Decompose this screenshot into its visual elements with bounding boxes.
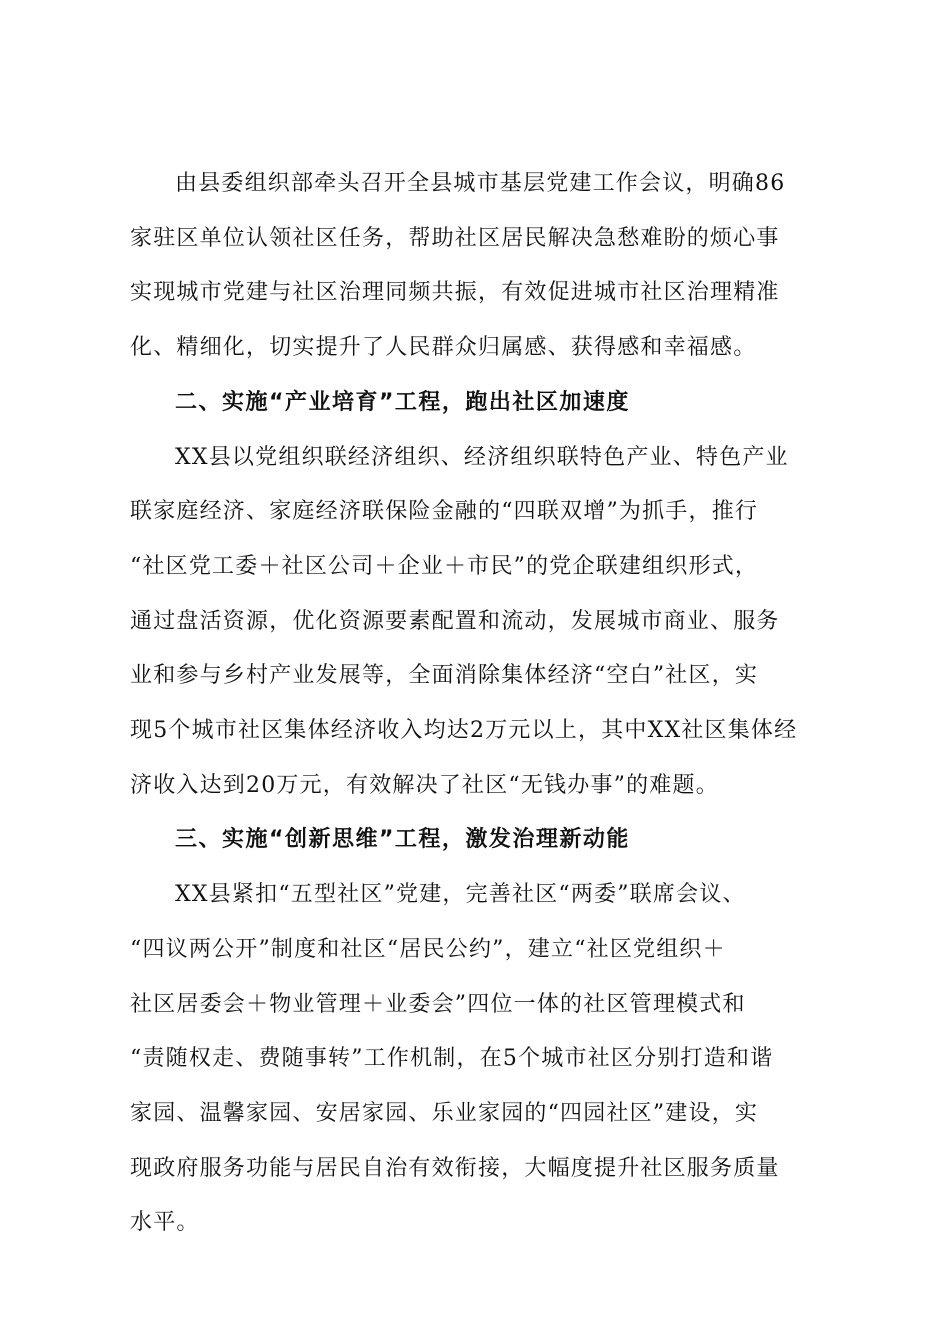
paragraph-line: XX县以党组织联经济组织、经济组织联特色产业、特色产业 bbox=[175, 444, 789, 470]
paragraph-line: 水平。 bbox=[130, 1210, 200, 1236]
paragraph-line: 家园、温馨家园、安居家园、乐业家园的“四园社区”建设，实 bbox=[130, 1100, 759, 1126]
document-body bbox=[130, 157, 842, 1251]
paragraph-line: 现政府服务功能与居民自治有效衔接，大幅度提升社区服务质量 bbox=[130, 1155, 780, 1181]
paragraph-line: 联家庭经济、家庭经济联保险金融的“四联双增”为抓手，推行 bbox=[130, 499, 759, 525]
section-heading-3: 三、实施“创新思维”工程，激发治理新动能 bbox=[175, 827, 630, 853]
section-heading-2: 二、实施“产业培育”工程，跑出社区加速度 bbox=[175, 389, 630, 415]
paragraph-line: “责随权走、费随事转”工作机制，在5个城市社区分别打造和谐 bbox=[130, 1046, 774, 1072]
paragraph-line: 业和参与乡村产业发展等，全面消除集体经济“空白”社区，实 bbox=[130, 663, 759, 689]
paragraph-line: 通过盘活资源，优化资源要素配置和流动，发展城市商业、服务 bbox=[130, 608, 780, 634]
paragraph-line: 济收入达到20万元，有效解决了社区“无钱办事”的难题。 bbox=[130, 772, 719, 798]
paragraph-line: 社区居委会＋物业管理＋业委会”四位一体的社区管理模式和 bbox=[130, 991, 746, 1017]
paragraph-line: 由县委组织部牵头召开全县城市基层党建工作会议，明确86 bbox=[175, 171, 786, 196]
paragraph-3 bbox=[130, 868, 842, 1251]
paragraph-1 bbox=[130, 157, 842, 376]
paragraph-line: 化、精细化，切实提升了人民群众归属感、获得感和幸福感。 bbox=[130, 335, 757, 361]
paragraph-2 bbox=[130, 431, 842, 814]
paragraph-line: 现5个城市社区集体经济收入均达2万元以上，其中XX社区集体经 bbox=[130, 718, 798, 744]
paragraph-line: “社区党工委＋社区公司＋企业＋市民”的党企联建组织形式， bbox=[130, 553, 759, 579]
paragraph-line: 实现城市党建与社区治理同频共振，有效促进城市社区治理精准 bbox=[130, 280, 780, 306]
paragraph-line: XX县紧扣“五型社区”党建，完善社区“两委”联席会议、 bbox=[175, 882, 746, 908]
paragraph-line: 家驻区单位认领社区任务，帮助社区居民解决急愁难盼的烦心事 bbox=[130, 225, 780, 251]
paragraph-line: “四议两公开”制度和社区“居民公约”，建立“社区党组织＋ bbox=[130, 936, 726, 962]
